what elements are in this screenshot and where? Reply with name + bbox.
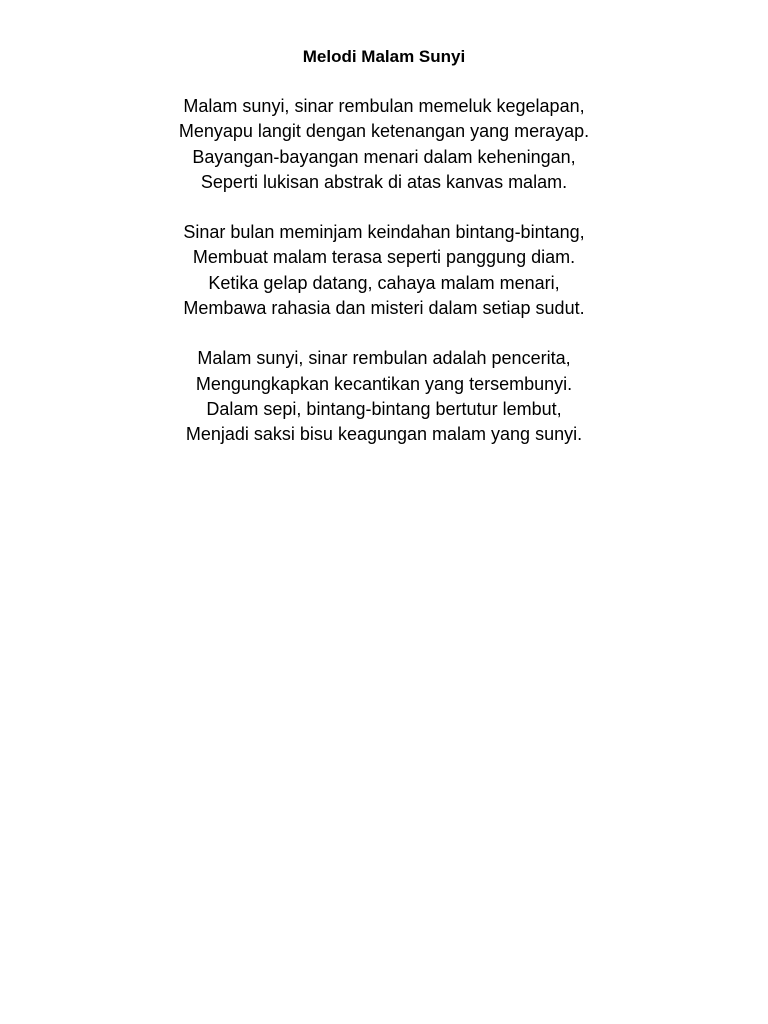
- poem-line: Malam sunyi, sinar rembulan memeluk kegelapan,: [183, 96, 585, 116]
- poem-line: Menyapu langit dengan ketenangan yang merayap.: [178, 121, 590, 142]
- poem-line: Mengungkapkan kecantikan yang tersembunyi.: [195, 373, 573, 394]
- poem-line: Membuat malam terasa seperti panggung diam.: [192, 247, 576, 268]
- poem-line: Bayangan-bayangan menari dalam keheningan,: [192, 146, 576, 167]
- poem-line: Membawa rahasia dan misteri dalam setiap sudut.: [183, 298, 585, 319]
- poem-title: Melodi Malam Sunyi: [302, 47, 466, 66]
- poem-line: Ketika gelap datang, cahaya malam menari,: [208, 272, 560, 293]
- poem-line: Menjadi saksi bisu keagungan malam yang sunyi.: [185, 424, 583, 445]
- poem-body: [0, 94, 768, 473]
- stanza-1: [0, 94, 768, 195]
- poem-line: Malam sunyi, sinar rembulan adalah pencerita,: [197, 348, 571, 369]
- poem-line: Dalam sepi, bintang-bintang bertutur lembut,: [206, 398, 562, 419]
- stanza-2: [0, 220, 768, 321]
- poem-line: Seperti lukisan abstrak di atas kanvas malam.: [200, 171, 568, 192]
- stanza-3: [0, 346, 768, 447]
- poem-line: Sinar bulan meminjam keindahan bintang-bintang,: [183, 222, 585, 243]
